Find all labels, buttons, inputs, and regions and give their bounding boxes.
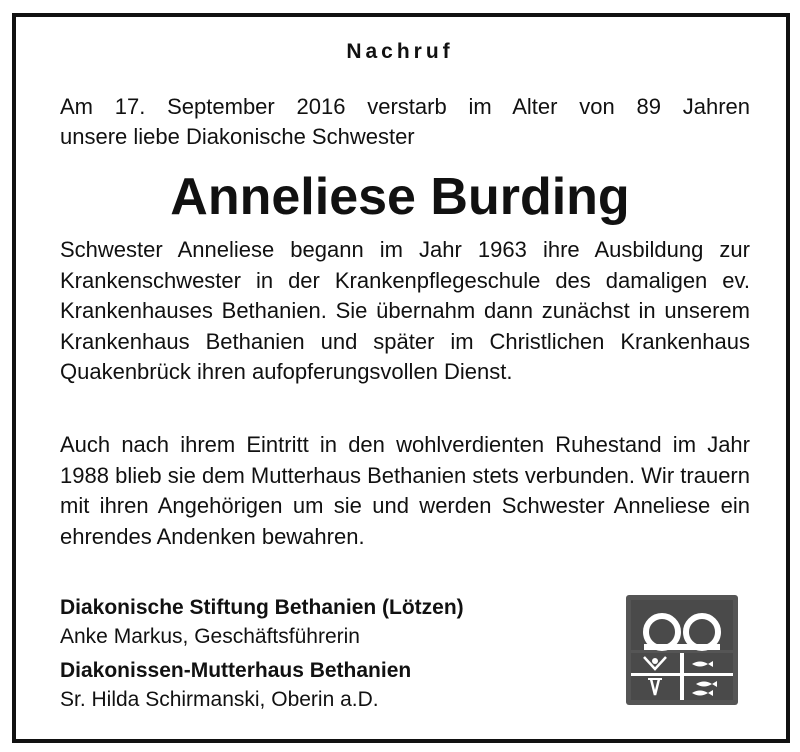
bethanien-logo-icon bbox=[626, 595, 738, 705]
signature-person: Sr. Hilda Schirmanski, Oberin a.D. bbox=[60, 688, 379, 711]
signature-motherhouse bbox=[60, 656, 580, 714]
deceased-name: Anneliese Burding bbox=[170, 168, 630, 226]
intro-line-1: Am 17. September 2016 verstarb im Alter von 89 Jahren bbox=[60, 94, 750, 119]
intro-line-2: unsere liebe Diakonische Schwester bbox=[60, 124, 415, 149]
signature-organization: Diakonische Stiftung Bethanien (Lötzen) bbox=[60, 596, 464, 619]
signature-foundation bbox=[60, 593, 580, 651]
page-title: Nachruf bbox=[346, 40, 454, 63]
signature-person: Anke Markus, Geschäftsführerin bbox=[60, 625, 360, 648]
paragraph-retirement: Auch nach ihrem Eintritt in den wohlverdienten Ruhestand im Jahr 1988 blieb sie dem Mutterhaus Bethanien stets verbunden. Wir trauern mit ihren Angehörigen um sie und werden Schwester Anneliese ein ehrendes Andenken bewahren. bbox=[60, 432, 750, 549]
paragraph-career: Schwester Anneliese begann im Jahr 1963 ihre Ausbildung zur Krankenschwester in der Krankenpflegeschule des damaligen ev. Krankenhauses Bethanien. Sie übernahm dann zunächst in unserem Krankenhaus Bethanien und später im Christlichen Krankenhaus Quakenbrück ihren aufopferungsvollen Dienst. bbox=[60, 237, 750, 384]
intro-text bbox=[60, 92, 750, 152]
signature-organization: Diakonissen-Mutterhaus Bethanien bbox=[60, 659, 412, 682]
